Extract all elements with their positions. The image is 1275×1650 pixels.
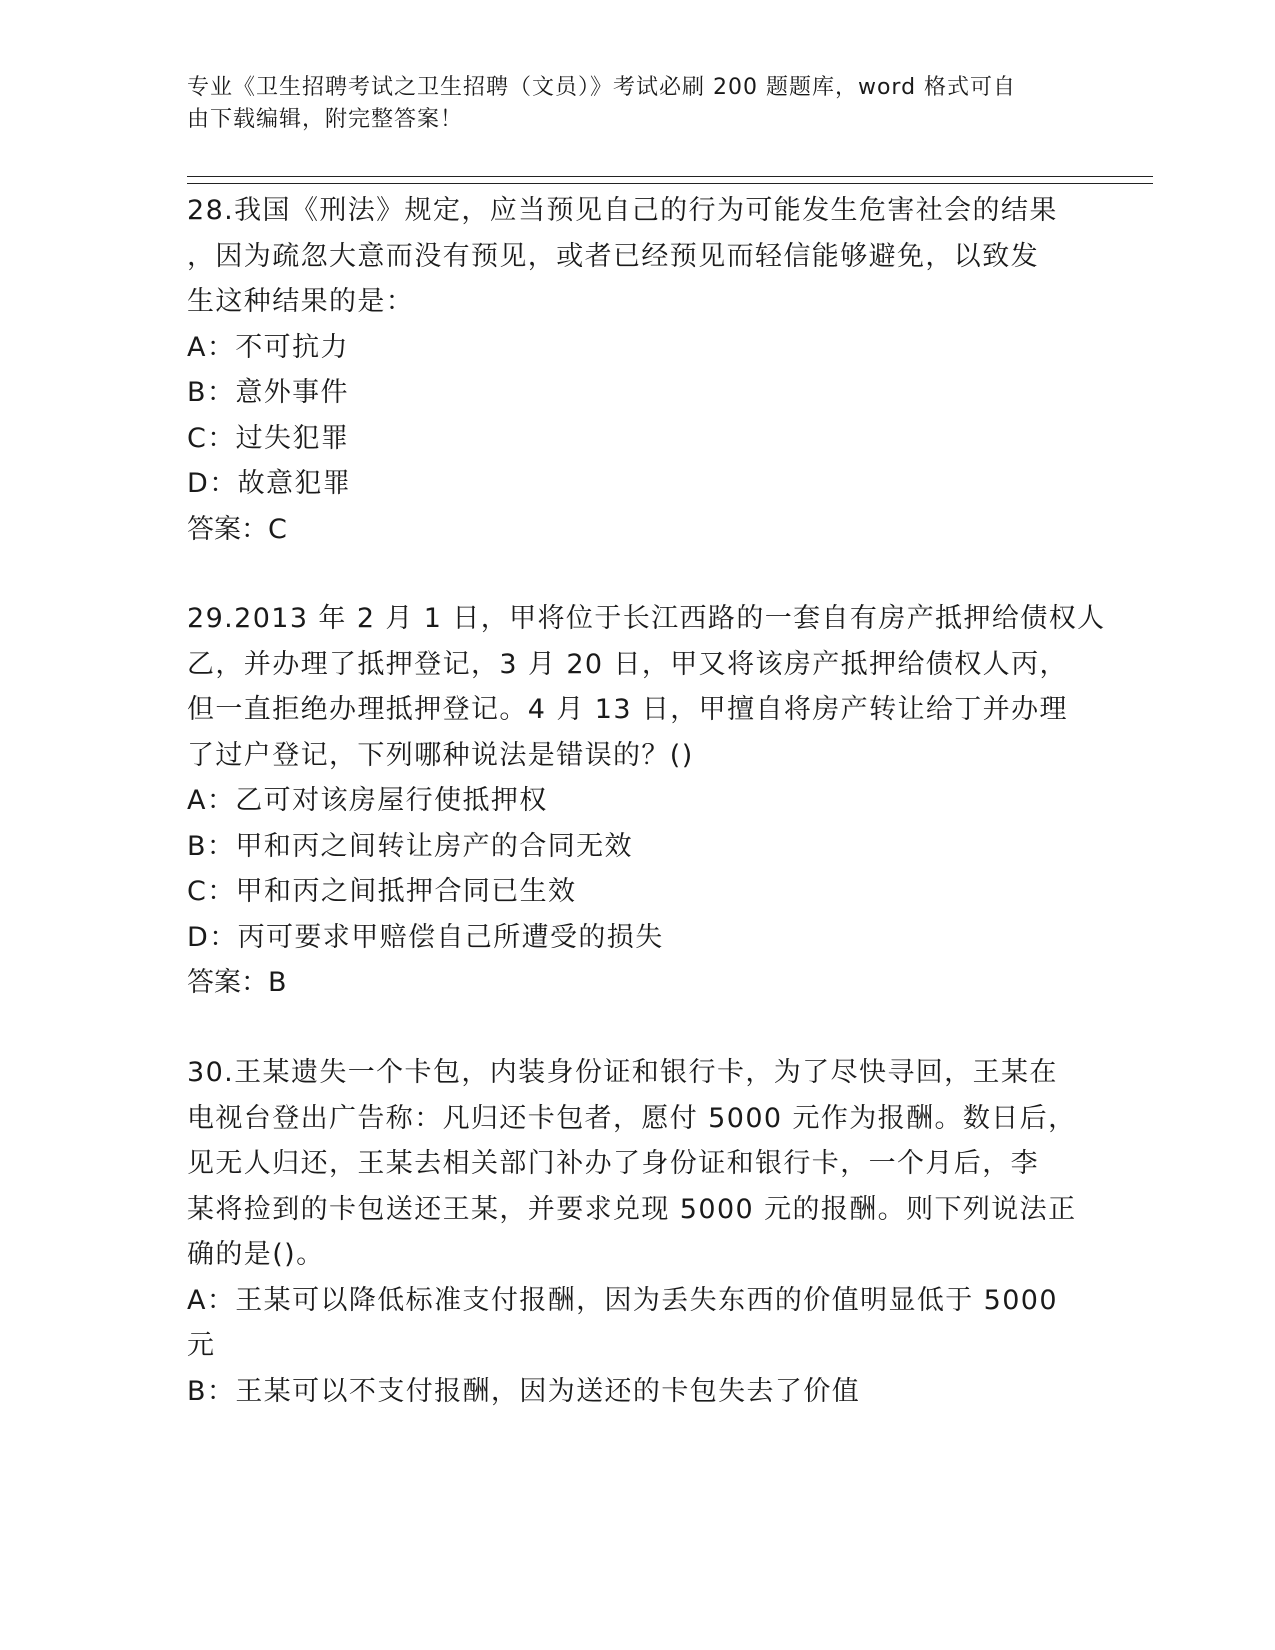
question-text-line: 但一直拒绝办理抵押登记。4 月 13 日，甲擅自将房产转让给丁并办理 bbox=[187, 694, 1068, 725]
question-text-line: 确的是()。 bbox=[187, 1239, 325, 1270]
document-header bbox=[187, 72, 1087, 136]
answer-label: 答案：B bbox=[187, 967, 287, 998]
header-line-1: 专业《卫生招聘考试之卫生招聘（文员）》考试必刷 200 题题库，word 格式可自 bbox=[187, 75, 1017, 100]
option-d: D：丙可要求甲赔偿自己所遭受的损失 bbox=[187, 921, 664, 953]
option-b: B：甲和丙之间转让房产的合同无效 bbox=[187, 830, 633, 862]
question-30 bbox=[187, 1050, 1087, 1414]
question-text-line: 29.2013 年 2 月 1 日，甲将位于长江西路的一套自有房产抵押给债权人 bbox=[187, 603, 1106, 634]
header-line-2: 由下载编辑，附完整答案！ bbox=[187, 107, 464, 132]
question-text-line: 28.我国《刑法》规定，应当预见自己的行为可能发生危害社会的结果 bbox=[187, 195, 1058, 226]
question-text-line: 见无人归还，王某去相关部门补办了身份证和银行卡，一个月后，李 bbox=[187, 1148, 1039, 1179]
option-b: B：意外事件 bbox=[187, 377, 349, 408]
question-text-line: 某将捡到的卡包送还王某，并要求兑现 5000 元的报酬。则下列说法正 bbox=[187, 1193, 1077, 1225]
option-a-continued: 元 bbox=[187, 1330, 216, 1361]
header-divider-bottom bbox=[187, 183, 1153, 184]
option-a: A：乙可对该房屋行使抵押权 bbox=[187, 785, 548, 816]
question-29 bbox=[187, 596, 1106, 1006]
question-text-line: 乙，并办理了抵押登记，3 月 20 日，甲又将该房产抵押给债权人丙， bbox=[187, 648, 1068, 680]
option-a: A：不可抗力 bbox=[187, 331, 349, 363]
option-c: C：甲和丙之间抵押合同已生效 bbox=[187, 876, 577, 907]
option-b: B：王某可以不支付报酬，因为送还的卡包失去了价值 bbox=[187, 1375, 861, 1407]
question-text-line: 生这种结果的是： bbox=[187, 286, 415, 317]
question-text-line: 30.王某遗失一个卡包，内装身份证和银行卡，为了尽快寻回，王某在 bbox=[187, 1057, 1058, 1088]
option-d: D：故意犯罪 bbox=[187, 468, 352, 499]
question-text-line: 电视台登出广告称：凡归还卡包者，愿付 5000 元作为报酬。数日后， bbox=[187, 1102, 1077, 1134]
option-c: C：过失犯罪 bbox=[187, 422, 350, 454]
header-divider-top bbox=[187, 176, 1153, 177]
question-text-line: ，因为疏忽大意而没有预见，或者已经预见而轻信能够避免，以致发 bbox=[187, 240, 1039, 272]
question-28 bbox=[187, 188, 1087, 552]
answer-label: 答案：C bbox=[187, 513, 287, 545]
question-text-line: 了过户登记，下列哪种说法是错误的？() bbox=[187, 739, 694, 771]
option-a: A：王某可以降低标准支付报酬，因为丢失东西的价值明显低于 5000 bbox=[187, 1284, 1058, 1316]
